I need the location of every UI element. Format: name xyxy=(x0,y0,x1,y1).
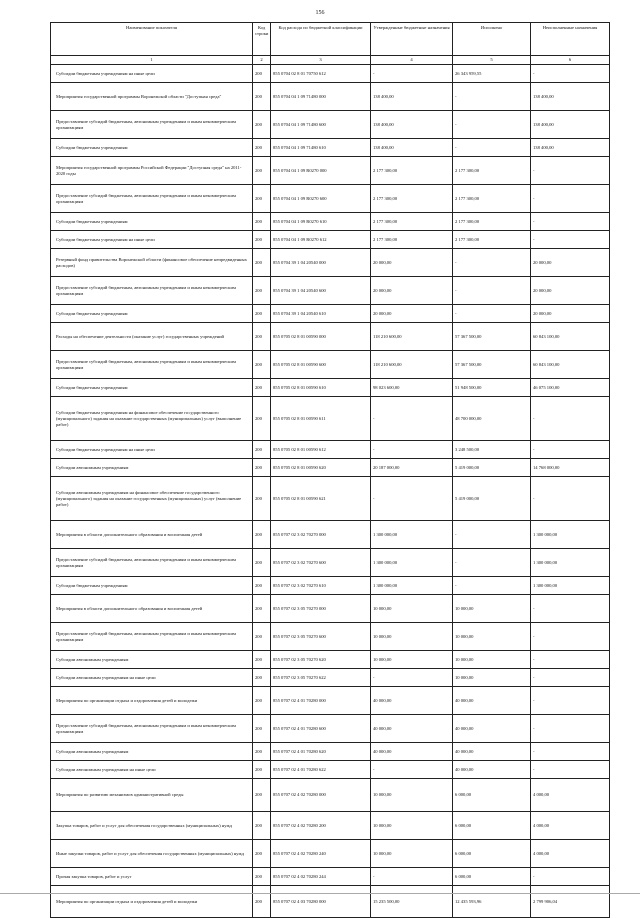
column-number: 4 xyxy=(371,56,453,65)
row-indicator-name: Субсидии бюджетным учреждениям на иные цели xyxy=(51,441,253,459)
row-indicator-name: Прочая закупка товаров, работ и услуг xyxy=(51,868,253,886)
row-budget-code: 855 0704 04 1 09 R0270 610 xyxy=(271,213,371,231)
row-approved-amount: 138 400,00 xyxy=(371,111,453,139)
row-unexecuted-amount: - xyxy=(531,595,610,623)
row-executed-amount: 12 435 593,96 xyxy=(453,886,531,918)
row-approved-amount: 10 000,00 xyxy=(371,812,453,840)
row-budget-code: 855 0707 02 4 01 70280 600 xyxy=(271,715,371,743)
table-row xyxy=(51,441,610,459)
header-approved: Утвержденные бюджетные назначения xyxy=(371,23,453,56)
row-executed-amount: 10 000,00 xyxy=(453,595,531,623)
header-unexecuted: Неисполненные назначения xyxy=(531,23,610,56)
row-approved-amount: 10 000,00 xyxy=(371,595,453,623)
row-unexecuted-amount: - xyxy=(531,441,610,459)
row-executed-amount: 2 177 300,00 xyxy=(453,213,531,231)
table-row xyxy=(51,249,610,277)
header-indicator-name: Наименование показателя xyxy=(51,23,253,56)
row-indicator-name: Расходы на обеспечение деятельности (оказание услуг) государственных учреждений xyxy=(51,323,253,351)
column-number-row xyxy=(51,56,610,65)
row-line-code: 200 xyxy=(253,83,271,111)
row-unexecuted-amount: - xyxy=(531,669,610,687)
row-budget-code: 855 0705 02 8 01 00590 600 xyxy=(271,351,371,379)
row-unexecuted-amount: 20 000,00 xyxy=(531,277,610,305)
row-executed-amount: 10 000,00 xyxy=(453,651,531,669)
row-executed-amount: 26 343 959,55 xyxy=(453,65,531,83)
row-indicator-name: Предоставление субсидий бюджетным, автономным учреждениям и иным некоммерческим организациям xyxy=(51,715,253,743)
row-budget-code: 855 0705 02 8 01 00590 621 xyxy=(271,477,371,521)
table-header-row xyxy=(51,23,610,56)
row-approved-amount: 15 235 500,00 xyxy=(371,886,453,918)
row-executed-amount: - xyxy=(453,139,531,157)
column-number: 5 xyxy=(453,56,531,65)
row-executed-amount: 3 248 500,00 xyxy=(453,441,531,459)
row-approved-amount: 20 000,00 xyxy=(371,277,453,305)
row-indicator-name: Субсидии автономным учреждениям xyxy=(51,459,253,477)
row-budget-code: 855 0705 02 8 01 00590 612 xyxy=(271,441,371,459)
row-line-code: 200 xyxy=(253,111,271,139)
row-budget-code: 855 0707 02 3 02 70270 610 xyxy=(271,577,371,595)
row-executed-amount: - xyxy=(453,249,531,277)
table-row xyxy=(51,397,610,441)
row-budget-code: 855 0707 02 4 02 70280 244 xyxy=(271,868,371,886)
table-row xyxy=(51,669,610,687)
row-unexecuted-amount: 1 300 000,00 xyxy=(531,577,610,595)
row-indicator-name: Субсидии бюджетным учреждениям xyxy=(51,139,253,157)
table-row xyxy=(51,277,610,305)
row-approved-amount: - xyxy=(371,397,453,441)
row-executed-amount: 5 419 000,00 xyxy=(453,459,531,477)
row-line-code: 200 xyxy=(253,743,271,761)
row-approved-amount: 1 300 000,00 xyxy=(371,521,453,549)
row-executed-amount: - xyxy=(453,577,531,595)
row-budget-code: 855 0707 02 3 05 70270 622 xyxy=(271,669,371,687)
table-row xyxy=(51,761,610,779)
row-budget-code: 855 0704 39 1 04 20540 000 xyxy=(271,249,371,277)
row-unexecuted-amount: - xyxy=(531,231,610,249)
row-unexecuted-amount: - xyxy=(531,651,610,669)
row-unexecuted-amount: 20 000,00 xyxy=(531,249,610,277)
row-executed-amount: - xyxy=(453,549,531,577)
row-budget-code: 855 0704 04 1 09 R0270 612 xyxy=(271,231,371,249)
row-executed-amount: 57 367 500,00 xyxy=(453,323,531,351)
row-budget-code: 855 0704 04 1 09 71480 000 xyxy=(271,83,371,111)
row-indicator-name: Иные закупки товаров, работ и услуг для обеспечения государственных (муниципальных) нужд xyxy=(51,840,253,868)
header-executed: Исполнено xyxy=(453,23,531,56)
row-budget-code: 855 0705 02 8 01 00590 000 xyxy=(271,323,371,351)
row-unexecuted-amount: - xyxy=(531,743,610,761)
row-line-code: 200 xyxy=(253,185,271,213)
table-row xyxy=(51,687,610,715)
column-number: 1 xyxy=(51,56,253,65)
row-approved-amount: - xyxy=(371,65,453,83)
row-line-code: 200 xyxy=(253,459,271,477)
row-budget-code: 855 0707 02 4 03 70280 000 xyxy=(271,886,371,918)
row-indicator-name: Мероприятия в области дополнительного образования и воспитания детей xyxy=(51,595,253,623)
row-budget-code: 855 0707 02 3 05 70270 600 xyxy=(271,623,371,651)
row-approved-amount: 10 000,00 xyxy=(371,779,453,812)
row-unexecuted-amount: - xyxy=(531,65,610,83)
row-unexecuted-amount: 4 000,00 xyxy=(531,840,610,868)
row-line-code: 200 xyxy=(253,397,271,441)
table-row xyxy=(51,351,610,379)
page-number: 156 xyxy=(315,10,325,16)
column-number: 6 xyxy=(531,56,610,65)
row-executed-amount: 57 367 500,00 xyxy=(453,351,531,379)
table-row xyxy=(51,743,610,761)
row-indicator-name: Предоставление субсидий бюджетным, автономным учреждениям и иным некоммерческим организациям xyxy=(51,549,253,577)
row-budget-code: 855 0704 04 1 09 71480 600 xyxy=(271,111,371,139)
table-row xyxy=(51,83,610,111)
row-unexecuted-amount: - xyxy=(531,687,610,715)
row-indicator-name: Мероприятия по развитию механизмов административной среды xyxy=(51,779,253,812)
row-line-code: 200 xyxy=(253,277,271,305)
row-line-code: 200 xyxy=(253,761,271,779)
row-unexecuted-amount: 60 843 100,00 xyxy=(531,323,610,351)
row-line-code: 200 xyxy=(253,577,271,595)
row-budget-code: 855 0704 02 8 01 70750 612 xyxy=(271,65,371,83)
table-row xyxy=(51,65,610,83)
row-unexecuted-amount: 138 400,00 xyxy=(531,139,610,157)
table-row xyxy=(51,623,610,651)
row-line-code: 200 xyxy=(253,779,271,812)
table-row xyxy=(51,231,610,249)
row-indicator-name: Субсидии автономным учреждениям на иные цели xyxy=(51,669,253,687)
table-row xyxy=(51,185,610,213)
row-approved-amount: 20 000,00 xyxy=(371,249,453,277)
row-indicator-name: Субсидии бюджетным учреждениям xyxy=(51,213,253,231)
row-indicator-name: Субсидии автономным учреждениям xyxy=(51,743,253,761)
table-row xyxy=(51,549,610,577)
row-executed-amount: 6 000,00 xyxy=(453,868,531,886)
column-number: 2 xyxy=(253,56,271,65)
table-row xyxy=(51,477,610,521)
table-row xyxy=(51,139,610,157)
row-budget-code: 855 0707 02 4 01 70280 000 xyxy=(271,687,371,715)
row-executed-amount: 6 000,00 xyxy=(453,840,531,868)
row-budget-code: 855 0707 02 4 01 70280 620 xyxy=(271,743,371,761)
row-line-code: 200 xyxy=(253,595,271,623)
row-line-code: 200 xyxy=(253,669,271,687)
row-budget-code: 855 0705 02 8 01 00590 620 xyxy=(271,459,371,477)
row-approved-amount: 118 210 600,00 xyxy=(371,351,453,379)
row-line-code: 200 xyxy=(253,715,271,743)
row-line-code: 200 xyxy=(253,213,271,231)
header-budget-code: Код расхода по бюджетной классификации xyxy=(271,23,371,56)
row-approved-amount: 10 000,00 xyxy=(371,840,453,868)
row-indicator-name: Закупка товаров, работ и услуг для обеспечения государственных (муниципальных) нужд xyxy=(51,812,253,840)
row-line-code: 200 xyxy=(253,521,271,549)
row-unexecuted-amount: 1 300 000,00 xyxy=(531,549,610,577)
row-approved-amount: 20 000,00 xyxy=(371,305,453,323)
row-executed-amount: - xyxy=(453,83,531,111)
row-unexecuted-amount: 2 799 906,04 xyxy=(531,886,610,918)
row-executed-amount: 6 000,00 xyxy=(453,812,531,840)
row-approved-amount: 10 000,00 xyxy=(371,623,453,651)
row-approved-amount: 138 400,00 xyxy=(371,83,453,111)
table-row xyxy=(51,213,610,231)
row-executed-amount: - xyxy=(453,111,531,139)
row-executed-amount: 51 948 500,00 xyxy=(453,379,531,397)
row-line-code: 200 xyxy=(253,812,271,840)
row-budget-code: 855 0704 39 1 04 20540 610 xyxy=(271,305,371,323)
row-executed-amount: - xyxy=(453,521,531,549)
row-unexecuted-amount: 4 000,00 xyxy=(531,779,610,812)
row-budget-code: 855 0707 02 4 02 70280 240 xyxy=(271,840,371,868)
header-line-code: Код строки xyxy=(253,23,271,56)
row-budget-code: 855 0707 02 3 05 70270 000 xyxy=(271,595,371,623)
row-indicator-name: Субсидии автономным учреждениям xyxy=(51,651,253,669)
row-budget-code: 855 0707 02 4 02 70280 000 xyxy=(271,779,371,812)
row-line-code: 200 xyxy=(253,868,271,886)
row-executed-amount: 2 177 300,00 xyxy=(453,185,531,213)
row-indicator-name: Субсидии бюджетным учреждениям на иные цели xyxy=(51,65,253,83)
row-budget-code: 855 0707 02 3 02 70270 000 xyxy=(271,521,371,549)
row-executed-amount: - xyxy=(453,305,531,323)
table-row xyxy=(51,157,610,185)
row-executed-amount: 40 000,00 xyxy=(453,761,531,779)
row-executed-amount: - xyxy=(453,277,531,305)
row-line-code: 200 xyxy=(253,65,271,83)
row-approved-amount: 2 177 300,00 xyxy=(371,185,453,213)
row-approved-amount: 1 300 000,00 xyxy=(371,577,453,595)
row-indicator-name: Предоставление субсидий бюджетным, автономным учреждениям и иным некоммерческим организациям xyxy=(51,111,253,139)
row-approved-amount: 20 187 000,00 xyxy=(371,459,453,477)
row-approved-amount: 2 177 300,00 xyxy=(371,213,453,231)
row-executed-amount: 2 177 300,00 xyxy=(453,157,531,185)
row-executed-amount: 2 177 300,00 xyxy=(453,231,531,249)
row-line-code: 200 xyxy=(253,323,271,351)
row-unexecuted-amount: 1 300 000,00 xyxy=(531,521,610,549)
row-unexecuted-amount: - xyxy=(531,157,610,185)
row-indicator-name: Мероприятия по организации отдыха и оздоровления детей и молодежи xyxy=(51,886,253,918)
row-approved-amount: 2 177 300,00 xyxy=(371,157,453,185)
row-executed-amount: 40 000,00 xyxy=(453,715,531,743)
table-row xyxy=(51,379,610,397)
table-row xyxy=(51,779,610,812)
table-row xyxy=(51,305,610,323)
table-row xyxy=(51,812,610,840)
row-budget-code: 855 0707 02 3 05 70270 620 xyxy=(271,651,371,669)
row-approved-amount: - xyxy=(371,761,453,779)
row-line-code: 200 xyxy=(253,441,271,459)
row-indicator-name: Субсидии бюджетным учреждениям xyxy=(51,577,253,595)
row-line-code: 200 xyxy=(253,139,271,157)
table-row xyxy=(51,459,610,477)
row-executed-amount: 10 000,00 xyxy=(453,669,531,687)
table-row xyxy=(51,715,610,743)
row-budget-code: 855 0705 02 8 01 00590 611 xyxy=(271,397,371,441)
table-row xyxy=(51,521,610,549)
row-unexecuted-amount: 138 400,00 xyxy=(531,111,610,139)
row-indicator-name: Резервный фонд правительства Воронежской области (финансовое обеспечение непредвиденных расходов) xyxy=(51,249,253,277)
row-executed-amount: 48 700 000,00 xyxy=(453,397,531,441)
table-row xyxy=(51,323,610,351)
row-indicator-name: Мероприятия государственной программы Российской Федерации "Доступная среда" на 2011-2020 годы xyxy=(51,157,253,185)
row-line-code: 200 xyxy=(253,623,271,651)
row-indicator-name: Субсидии автономным учреждениям на финансовое обеспечение государственного (муниципального) задания на оказание государственных (муниципальных) услуг (выполнение работ) xyxy=(51,477,253,521)
row-executed-amount: 40 000,00 xyxy=(453,687,531,715)
row-executed-amount: 10 000,00 xyxy=(453,623,531,651)
row-unexecuted-amount: 14 768 000,00 xyxy=(531,459,610,477)
row-indicator-name: Предоставление субсидий бюджетным, автономным учреждениям и иным некоммерческим организациям xyxy=(51,351,253,379)
row-approved-amount: 2 177 300,00 xyxy=(371,231,453,249)
row-indicator-name: Субсидии автономным учреждениям на иные цели xyxy=(51,761,253,779)
row-indicator-name: Предоставление субсидий бюджетным, автономным учреждениям и иным некоммерческим организациям xyxy=(51,623,253,651)
row-unexecuted-amount: 138 400,00 xyxy=(531,83,610,111)
row-unexecuted-amount: - xyxy=(531,868,610,886)
row-indicator-name: Субсидии бюджетным учреждениям на иные цели xyxy=(51,231,253,249)
row-approved-amount: 10 000,00 xyxy=(371,651,453,669)
row-indicator-name: Предоставление субсидий бюджетным, автономным учреждениям и иным некоммерческим организациям xyxy=(51,185,253,213)
row-budget-code: 855 0707 02 3 02 70270 600 xyxy=(271,549,371,577)
row-line-code: 200 xyxy=(253,351,271,379)
row-line-code: 200 xyxy=(253,231,271,249)
row-approved-amount: 118 210 600,00 xyxy=(371,323,453,351)
row-approved-amount: 40 000,00 xyxy=(371,687,453,715)
table-row xyxy=(51,577,610,595)
row-unexecuted-amount: 60 843 100,00 xyxy=(531,351,610,379)
row-budget-code: 855 0704 39 1 04 20540 600 xyxy=(271,277,371,305)
row-approved-amount: - xyxy=(371,868,453,886)
row-line-code: 200 xyxy=(253,840,271,868)
table-row xyxy=(51,651,610,669)
table-row xyxy=(51,595,610,623)
table-row xyxy=(51,868,610,886)
row-line-code: 200 xyxy=(253,477,271,521)
row-unexecuted-amount: 46 075 100,00 xyxy=(531,379,610,397)
row-unexecuted-amount: 4 000,00 xyxy=(531,812,610,840)
row-approved-amount: - xyxy=(371,441,453,459)
row-indicator-name: Мероприятия в области дополнительного образования и воспитания детей xyxy=(51,521,253,549)
row-line-code: 200 xyxy=(253,249,271,277)
row-indicator-name: Мероприятия государственной программы Воронежской области "Доступная среда" xyxy=(51,83,253,111)
page-bottom-rule xyxy=(0,893,640,894)
row-budget-code: 855 0704 04 1 09 71480 610 xyxy=(271,139,371,157)
row-budget-code: 855 0707 02 4 01 70280 622 xyxy=(271,761,371,779)
row-unexecuted-amount: - xyxy=(531,397,610,441)
row-indicator-name: Мероприятия по организации отдыха и оздоровления детей и молодежи xyxy=(51,687,253,715)
row-executed-amount: 5 419 000,00 xyxy=(453,477,531,521)
row-approved-amount: 138 400,00 xyxy=(371,139,453,157)
row-approved-amount: - xyxy=(371,669,453,687)
table-row xyxy=(51,886,610,918)
table-row xyxy=(51,840,610,868)
row-budget-code: 855 0704 04 1 09 R0270 600 xyxy=(271,185,371,213)
row-indicator-name: Предоставление субсидий бюджетным, автономным учреждениям и иным некоммерческим организациям xyxy=(51,277,253,305)
row-line-code: 200 xyxy=(253,379,271,397)
row-executed-amount: 40 000,00 xyxy=(453,743,531,761)
row-indicator-name: Субсидии бюджетным учреждениям на финансовое обеспечение государственного (муниципального) задания на оказание государственных (муниципальных) услуг (выполнение работ) xyxy=(51,397,253,441)
row-unexecuted-amount: - xyxy=(531,185,610,213)
row-unexecuted-amount: - xyxy=(531,715,610,743)
row-approved-amount: 40 000,00 xyxy=(371,743,453,761)
row-unexecuted-amount: - xyxy=(531,477,610,521)
row-indicator-name: Субсидии бюджетным учреждениям xyxy=(51,379,253,397)
row-unexecuted-amount: - xyxy=(531,761,610,779)
row-unexecuted-amount: - xyxy=(531,213,610,231)
row-unexecuted-amount: 20 000,00 xyxy=(531,305,610,323)
row-approved-amount: - xyxy=(371,477,453,521)
row-indicator-name: Субсидии бюджетным учреждениям xyxy=(51,305,253,323)
row-approved-amount: 98 023 600,00 xyxy=(371,379,453,397)
table-row xyxy=(51,111,610,139)
column-number: 3 xyxy=(271,56,371,65)
row-budget-code: 855 0705 02 8 01 00590 610 xyxy=(271,379,371,397)
row-executed-amount: 6 000,00 xyxy=(453,779,531,812)
table-body xyxy=(51,65,610,918)
row-approved-amount: 40 000,00 xyxy=(371,715,453,743)
row-budget-code: 855 0707 02 4 02 70280 200 xyxy=(271,812,371,840)
row-line-code: 200 xyxy=(253,549,271,577)
row-line-code: 200 xyxy=(253,305,271,323)
row-line-code: 200 xyxy=(253,651,271,669)
row-budget-code: 855 0704 04 1 09 R0270 000 xyxy=(271,157,371,185)
row-approved-amount: 1 300 000,00 xyxy=(371,549,453,577)
row-line-code: 200 xyxy=(253,687,271,715)
budget-execution-table xyxy=(50,22,610,918)
row-line-code: 200 xyxy=(253,157,271,185)
row-line-code: 200 xyxy=(253,886,271,918)
row-unexecuted-amount: - xyxy=(531,623,610,651)
